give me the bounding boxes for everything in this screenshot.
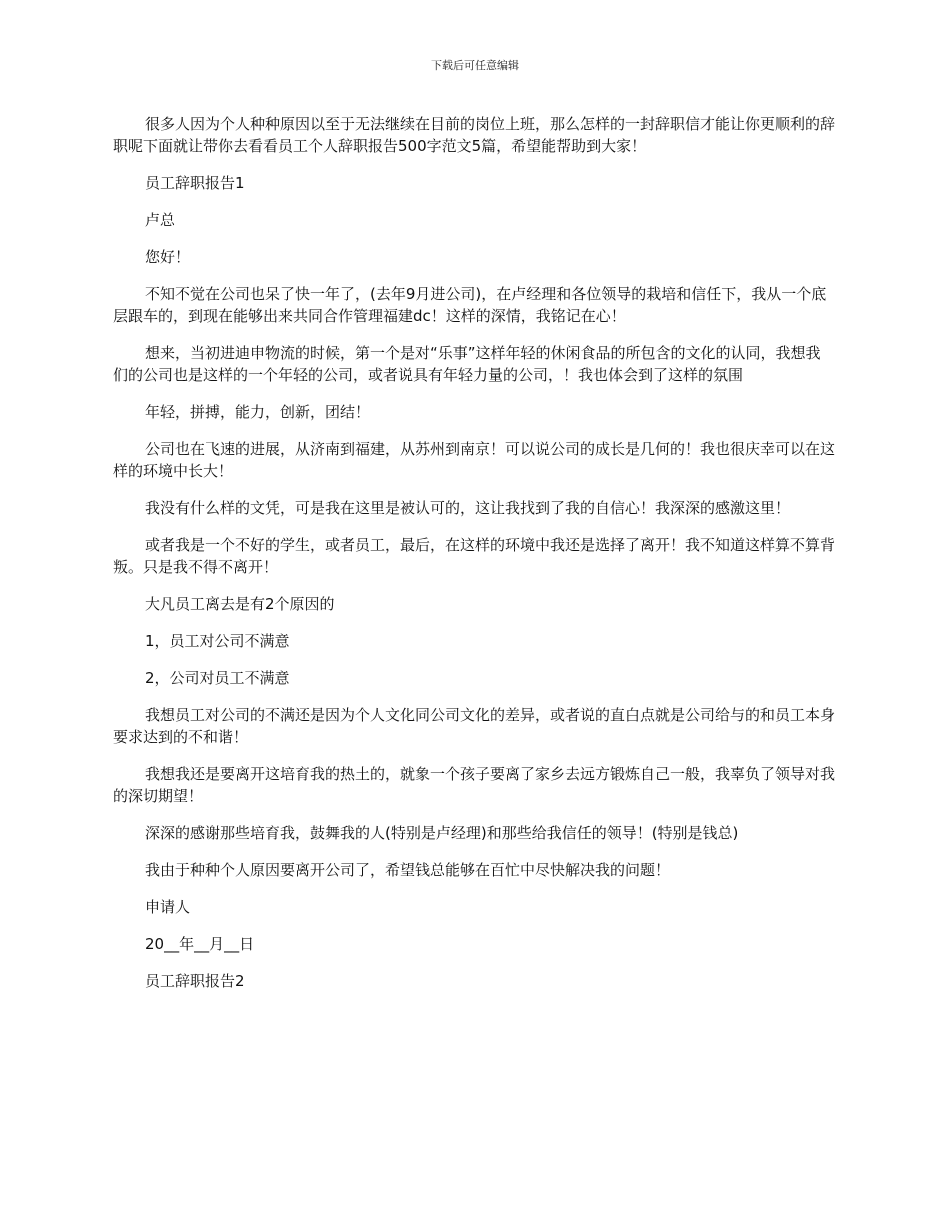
body-paragraph: 我想我还是要离开这培育我的热土的，就象一个孩子要离了家乡去远方锻炼自己一般，我辜负了领导对我的深切期望！ — [113, 765, 836, 805]
list-item: 1，员工对公司不满意 — [145, 632, 290, 650]
body-paragraph: 想来，当初进迪申物流的时候，第一个是对“乐事”这样年轻的休闲食品的所包含的文化的认同，我想我们的公司也是这样的一个年轻的公司，或者说具有年轻力量的公司，！我也体会到了这样的氛围 — [113, 344, 821, 384]
section-title-report-1: 员工辞职报告1 — [145, 174, 245, 192]
list-item: 2，公司对员工不满意 — [145, 669, 290, 687]
signature-label: 申请人 — [145, 898, 191, 916]
document-body — [113, 113, 835, 1007]
header-note: 下载后可任意编辑 — [431, 59, 519, 72]
salutation-recipient: 卢总 — [145, 211, 176, 229]
body-paragraph: 大凡员工离去是有2个原因的 — [145, 595, 335, 613]
date-line: 20__年__月__日 — [145, 935, 255, 953]
body-paragraph: 我没有什么样的文凭，可是我在这里是被认可的，这让我找到了我的自信心！我深深的感激这里！ — [145, 499, 791, 517]
body-paragraph: 我由于种种个人原因要离开公司了，希望钱总能够在百忙中尽快解决我的问题！ — [145, 861, 671, 879]
greeting: 您好！ — [145, 248, 191, 266]
body-paragraph: 年轻，拼搏，能力，创新，团结！ — [145, 403, 371, 421]
body-paragraph: 或者我是一个不好的学生，或者员工，最后，在这样的环境中我还是选择了离开！我不知道这样算不算背叛。只是我不得不离开！ — [113, 536, 836, 576]
body-paragraph: 不知不觉在公司也呆了快一年了，(去年9月进公司)，在卢经理和各位领导的栽培和信任下，我从一个底层跟车的，到现在能够出来共同合作管理福建dc！这样的深情，我铭记在心！ — [113, 285, 827, 325]
body-paragraph: 我想员工对公司的不满还是因为个人文化同公司文化的差异，或者说的直白点就是公司给与的和员工本身要求达到的不和谐！ — [113, 706, 836, 746]
body-paragraph: 公司也在飞速的进展，从济南到福建，从苏州到南京！可以说公司的成长是几何的！我也很庆幸可以在这样的环境中长大！ — [113, 440, 836, 480]
body-paragraph: 深深的感谢那些培育我，鼓舞我的人(特别是卢经理)和那些给我信任的领导！(特别是钱总) — [145, 824, 739, 842]
section-title-report-2: 员工辞职报告2 — [145, 972, 245, 990]
intro-paragraph: 很多人因为个人种种原因以至于无法继续在目前的岗位上班，那么怎样的一封辞职信才能让你更顺利的辞职呢下面就让带你去看看员工个人辞职报告500字范文5篇，希望能帮助到大家！ — [113, 115, 836, 155]
